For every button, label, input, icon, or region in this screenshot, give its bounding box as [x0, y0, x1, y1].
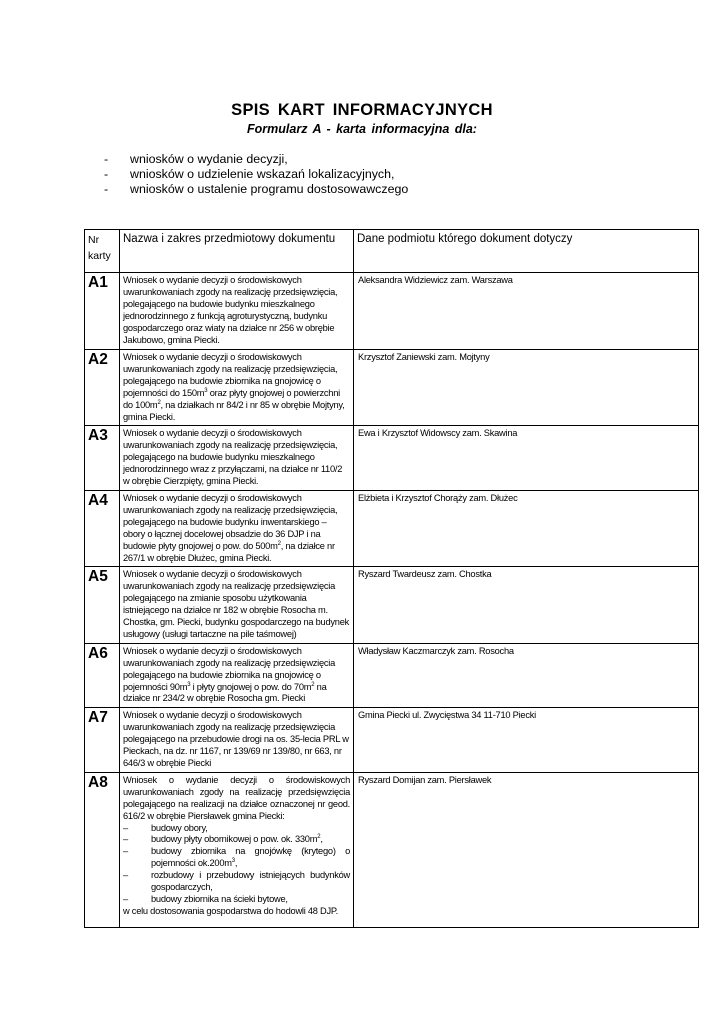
list-item: [104, 182, 408, 197]
page-subtitle: Formularz A - karta informacyjna dla:: [247, 122, 477, 136]
scope-list: [123, 823, 350, 906]
list-item: – budowy zbiornika na ścieki bytowe,: [123, 893, 288, 904]
card-number: A8: [85, 772, 120, 927]
list-item-text: wniosków o ustalenie programu dostosowawczego: [130, 182, 409, 196]
card-description: Wniosek o wydanie decyzji o środowiskowych uwarunkowaniach zgody na realizację przedsięwzięcia, polegającego na budowie budynku inwentarskiego – obory o łącznej docelowej obsadzie do 36 DJP i na budowie płyty gnojowej o pow. do $500m^2$, na działce nr 267/1 w obrębie Dłużec, gmina Piecki.: [120, 490, 354, 566]
list-item: [104, 167, 408, 182]
list-dash: -: [104, 152, 109, 166]
card-number: A5: [85, 567, 120, 643]
header-name: Nazwa i zakres przedmiotowy dokumentu: [120, 230, 354, 273]
card-description: Wniosek o wydanie decyzji o środowiskowych uwarunkowaniach zgody na realizację przedsięwzięcia, polegającego na budowie zbiornika na gnojowicę o pojemności do $150m^3$ oraz płyty gnojowej o powierzchni do $100m^2$, na działkach nr 84/2 i nr 85 w obrębie Mojtyny, gmina Piecki.: [120, 350, 354, 426]
list-item-text: wniosków o wydanie decyzji,: [130, 152, 288, 166]
table-row: [85, 490, 699, 566]
description-intro: Wniosek o wydanie decyzji o środowiskowych uwarunkowaniach zgody na realizację przedsięwzięcia polegającego na realizacji na działce oznaczonej nr geod. 616/2 w obrębie Piersławek gmina Piecki:: [123, 774, 350, 821]
card-number: A4: [85, 490, 120, 566]
card-description: Wniosek o wydanie decyzji o środowiskowych uwarunkowaniach zgody na realizację przedsięwzięcia polegającego na budowie zbiornika na gnojowicę o pojemności $90m^3$ i płyty gnojowej o pow. do $70m^2$ na działce nr 234/2 w obrębie Rosocha gm. Piecki: [120, 643, 354, 708]
table-row: [85, 350, 699, 426]
list-item-text: wniosków o udzielenie wskazań lokalizacyjnych,: [130, 167, 395, 181]
list-dash: -: [104, 182, 109, 196]
table-row: [85, 772, 699, 927]
card-description: Wniosek o wydanie decyzji o środowiskowych uwarunkowaniach zgody na realizację przedsięwzięcia polegającego na przebudowie drogi na os. 35-lecia PRL w Pieckach, na dz. nr 1167, nr 139/69 nr 139/80, nr 663, nr 646/3 w obrębie Piecki: [120, 708, 354, 773]
table-row: [85, 567, 699, 643]
list-item: – budowy obory,: [123, 822, 208, 833]
card-party: Gmina Piecki ul. Zwycięstwa 34 11-710 Piecki: [354, 708, 699, 773]
header-nr: Nr karty: [85, 230, 120, 273]
list-item: – budowy zbiornika na gnojówkę (krytego) o pojemności $ok.200m^3$,: [123, 846, 350, 869]
card-number: A1: [85, 273, 120, 350]
table-row: [85, 426, 699, 491]
description-outro: w celu dostosowania gospodarstwa do hodowli 48 DJP.: [123, 905, 338, 916]
header-party: Dane podmiotu którego dokument dotyczy: [354, 230, 699, 273]
card-description: [120, 772, 354, 927]
table-header-row: [85, 230, 699, 273]
page-title: SPIS KART INFORMACYJNYCH: [231, 101, 493, 119]
card-number: A2: [85, 350, 120, 426]
list-dash: -: [104, 167, 109, 181]
card-party: Ryszard Twardeusz zam. Chostka: [354, 567, 699, 643]
list-item: [104, 152, 408, 167]
table-row: [85, 273, 699, 350]
card-number: A3: [85, 426, 120, 491]
table-row: [85, 643, 699, 708]
card-number: A7: [85, 708, 120, 773]
card-party: Ryszard Domijan zam. Piersławek: [354, 772, 699, 927]
list-item: – budowy płyty obornikowej o pow. ok. $330m^2$,: [123, 834, 323, 845]
list-item: – rozbudowy i przebudowy istniejących budynków gospodarczych,: [123, 870, 350, 893]
cards-table: [84, 229, 699, 928]
card-party: Ewa i Krzysztof Widowscy zam. Skawina: [354, 426, 699, 491]
card-party: Elżbieta i Krzysztof Chorąży zam. Dłużec: [354, 490, 699, 566]
table-row: [85, 708, 699, 773]
purpose-list: [104, 152, 408, 197]
card-party: Aleksandra Widziewicz zam. Warszawa: [354, 273, 699, 350]
card-party: Władysław Kaczmarczyk zam. Rosocha: [354, 643, 699, 708]
card-description: Wniosek o wydanie decyzji o środowiskowych uwarunkowaniach zgody na realizację przedsięwzięcia, polegającego na budowie budynku mieszkalnego jednorodzinnego z funkcją agroturystyczną, budynku gospodarczego oraz wiaty na działce nr 256 w obrębie Jakubowo, gmina Piecki.: [120, 273, 354, 350]
card-description: Wniosek o wydanie decyzji o środowiskowych uwarunkowaniach zgody na realizację przedsięwzięcia, polegającego na budowie budynku mieszkalnego jednorodzinnego wraz z przyłączami, na działce nr 110/2 w obrębie Cierzpięty, gmina Piecki.: [120, 426, 354, 491]
card-description: Wniosek o wydanie decyzji o środowiskowych uwarunkowaniach zgody na realizację przedsięwzięcia polegającego na zmianie sposobu użytkowania istniejącego na działce nr 182 w obrębie Rosocha m. Chostka, gm. Piecki, budynku gospodarczego na budynek usługowy (usługi tartaczne na pile taśmowej): [120, 567, 354, 643]
card-party: Krzysztof Zaniewski zam. Mojtyny: [354, 350, 699, 426]
card-number: A6: [85, 643, 120, 708]
